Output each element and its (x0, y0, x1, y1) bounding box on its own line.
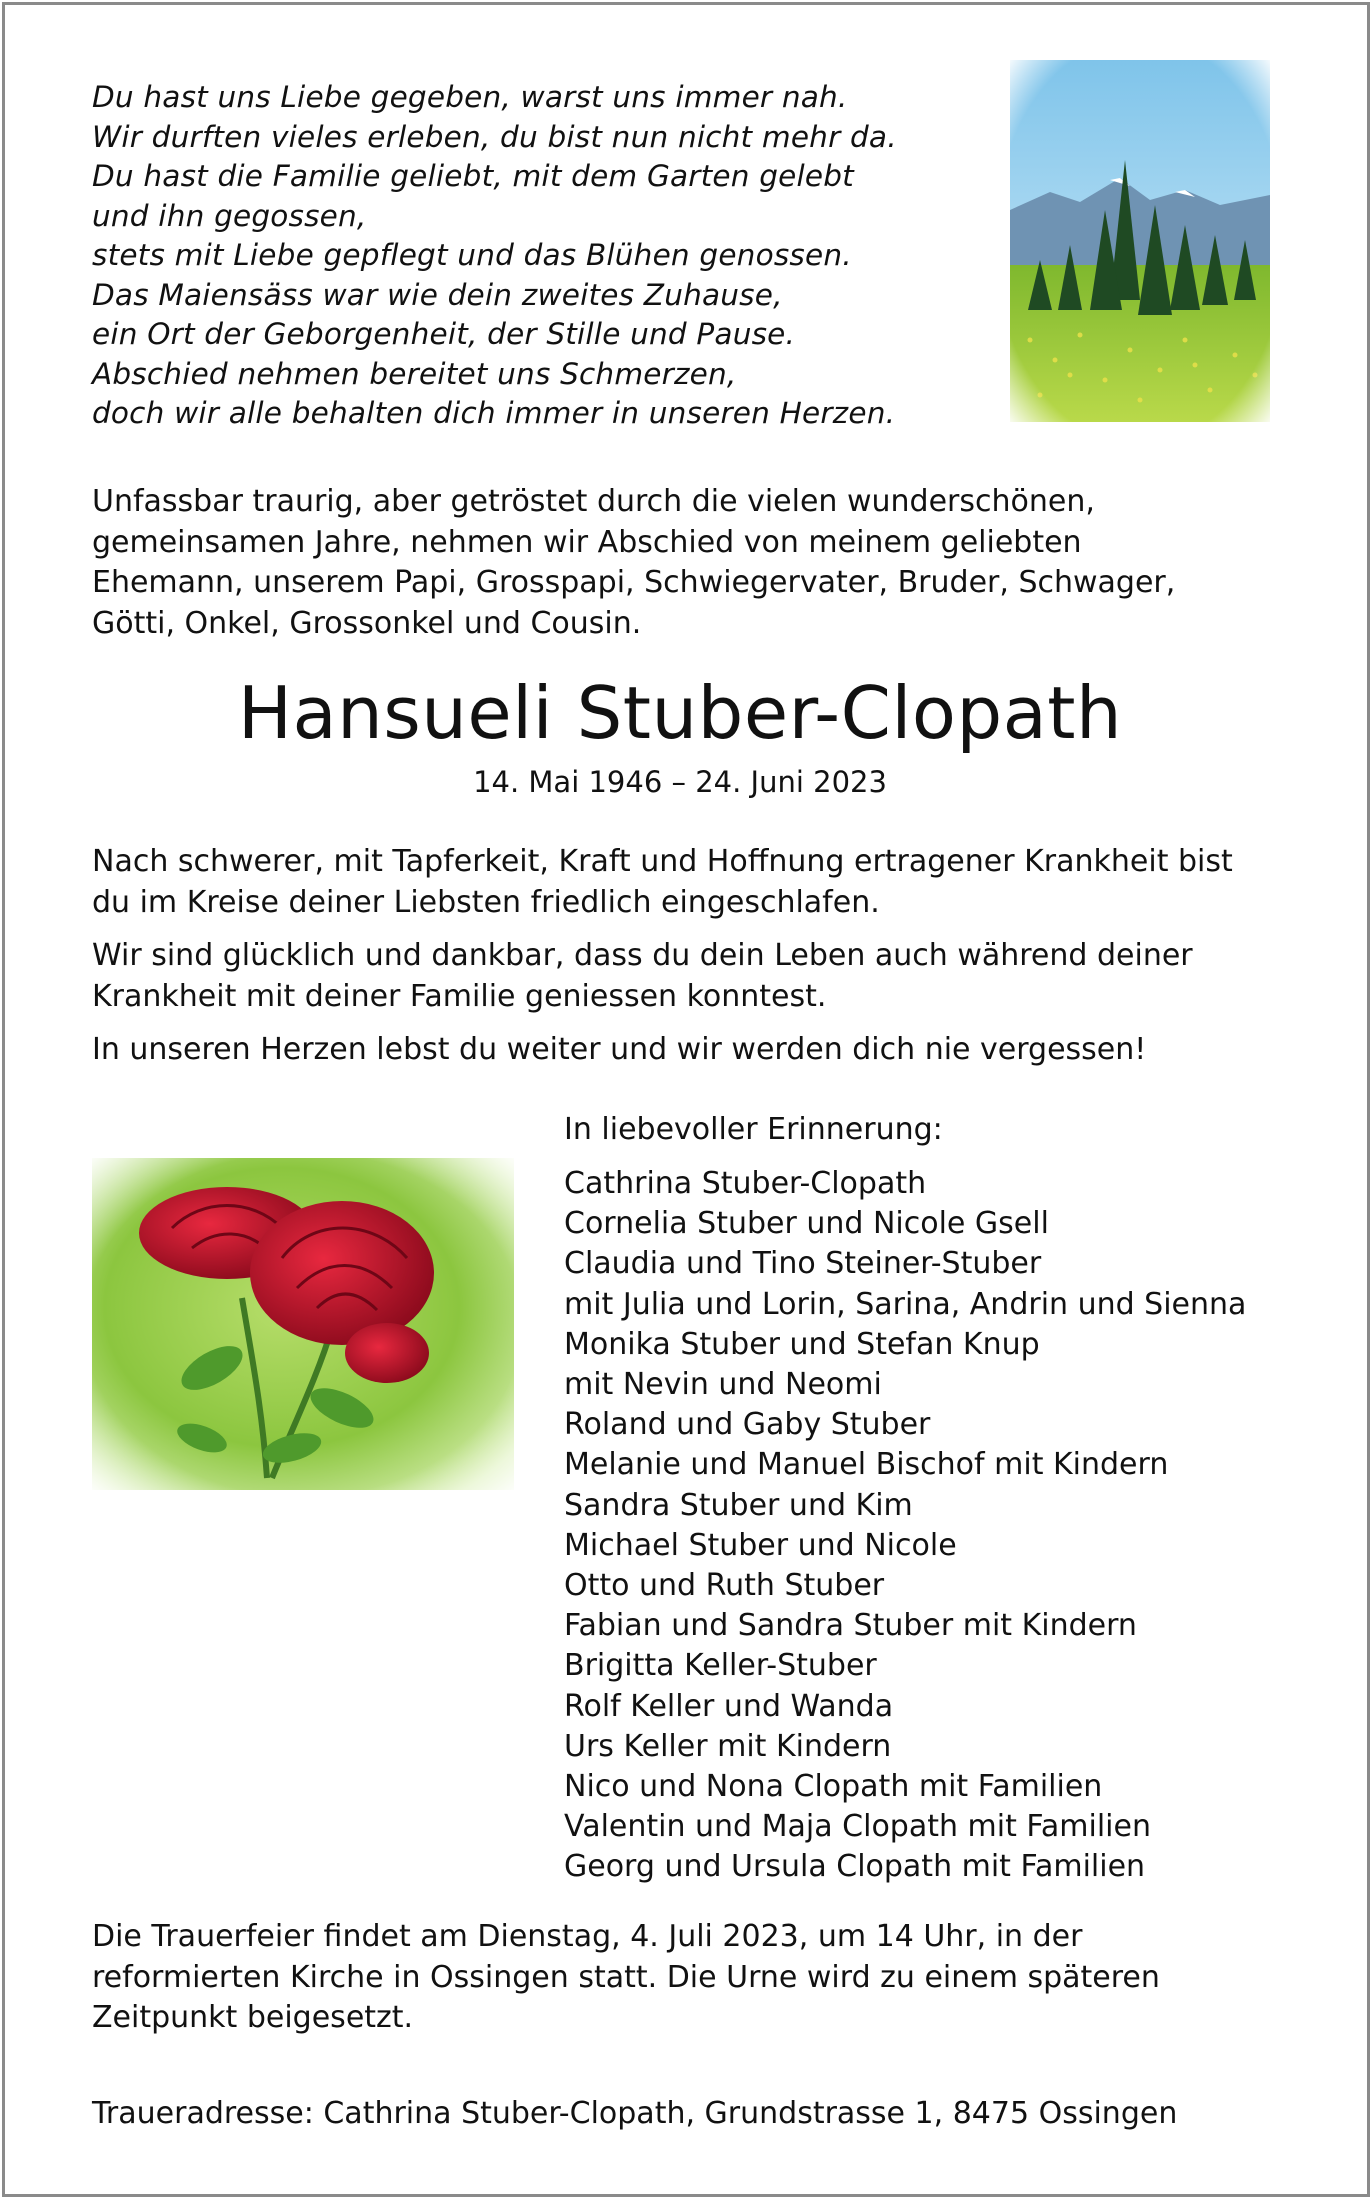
poem-line: und ihn gegossen, (92, 198, 367, 233)
list-item: Melanie und Manuel Bischof mit Kindern (564, 1447, 1169, 1483)
body-paragraph (92, 1030, 1292, 1071)
deceased-name: Hansueli Stuber-Clopath (237, 671, 1123, 755)
intro-line: Ehemann, unserem Papi, Grosspapi, Schwiegervater, Bruder, Schwager, (92, 565, 1176, 600)
poem-line: Wir durften vieles erleben, du bist nun nicht mehr da. (92, 119, 897, 154)
poem-line: Abschied nehmen bereitet uns Schmerzen, (92, 356, 737, 391)
list-item: Valentin und Maja Clopath mit Familien (564, 1809, 1151, 1845)
list-item: Claudia und Tino Steiner-Stuber (564, 1246, 1042, 1282)
rose-illustration (92, 1158, 514, 1490)
poem-line: ein Ort der Geborgenheit, der Stille und Pause. (92, 317, 796, 351)
list-item: Urs Keller mit Kindern (564, 1728, 892, 1764)
list-item: Michael Stuber und Nicole (564, 1527, 957, 1563)
poem-line: Das Maiensäss war wie dein zweites Zuhause, (92, 277, 783, 312)
list-item: Cathrina Stuber-Clopath (564, 1166, 927, 1201)
body-line: Nach schwerer, mit Tapferkeit, Kraft und Hoffnung ertragener Krankheit bist (92, 844, 1233, 879)
funeral-service-info (92, 1917, 1292, 2039)
landscape-illustration (1010, 60, 1270, 422)
poem-line: Du hast uns Liebe gegeben, warst uns immer nah. (92, 80, 848, 114)
list-item: Rolf Keller und Wanda (564, 1688, 894, 1724)
body-paragraph (92, 936, 1292, 1017)
landscape-photo (1010, 60, 1270, 422)
service-line: reformierten Kirche in Ossingen statt. Die Urne wird zu einem späteren (92, 1959, 1160, 1995)
rose-photo (92, 1158, 514, 1490)
body-line: du im Kreise deiner Liebsten friedlich eingeschlafen. (92, 884, 880, 920)
intro-line: gemeinsamen Jahre, nehmen wir Abschied von meinem geliebten (92, 524, 1082, 560)
list-item: Nico und Nona Clopath mit Familien (564, 1769, 1103, 1805)
mourner-list (564, 1164, 1246, 1888)
list-item: Cornelia Stuber und Nicole Gsell (564, 1206, 1049, 1242)
body-line: Wir sind glücklich und dankbar, dass du dein Leben auch während deiner (92, 938, 1193, 973)
body-line: In unseren Herzen lebst du weiter und wir werden dich nie vergessen! (92, 1032, 1147, 1067)
list-item: Roland und Gaby Stuber (564, 1407, 931, 1443)
body-text (92, 842, 1292, 1084)
mourning-address: Traueradresse: Cathrina Stuber-Clopath, Grundstrasse 1, 8475 Ossingen (92, 2096, 1178, 2131)
list-item: Otto und Ruth Stuber (564, 1568, 885, 1604)
poem-line: doch wir alle behalten dich immer in unseren Herzen. (92, 396, 896, 430)
list-item: Sandra Stuber und Kim (564, 1487, 913, 1523)
body-line: Krankheit mit deiner Familie geniessen konntest. (92, 978, 827, 1014)
list-item: mit Nevin und Neomi (564, 1367, 882, 1403)
list-item: Fabian und Sandra Stuber mit Kindern (564, 1608, 1137, 1644)
service-line: Die Trauerfeier findet am Dienstag, 4. Juli 2023, um 14 Uhr, in der (92, 1919, 1083, 1954)
poem-line: stets mit Liebe gepflegt und das Blühen genossen. (92, 238, 852, 272)
remembrance-heading: In liebevoller Erinnerung: (564, 1112, 943, 1147)
life-dates: 14. Mai 1946 – 24. Juni 2023 (473, 765, 887, 799)
service-line: Zeitpunkt beigesetzt. (92, 2000, 414, 2035)
intro-line: Unfassbar traurig, aber getröstet durch die vielen wunderschönen, (92, 484, 1095, 519)
intro-line: Götti, Onkel, Grossonkel und Cousin. (92, 605, 642, 641)
intro-paragraph (92, 482, 1292, 644)
list-item: Brigitta Keller-Stuber (564, 1648, 877, 1684)
list-item: Georg und Ursula Clopath mit Familien (564, 1849, 1146, 1885)
poem (92, 78, 992, 434)
poem-line: Du hast die Familie geliebt, mit dem Garten gelebt (92, 159, 854, 193)
list-item: mit Julia und Lorin, Sarina, Andrin und Sienna (564, 1286, 1247, 1322)
list-item: Monika Stuber und Stefan Knup (564, 1326, 1040, 1362)
body-paragraph (92, 842, 1292, 923)
